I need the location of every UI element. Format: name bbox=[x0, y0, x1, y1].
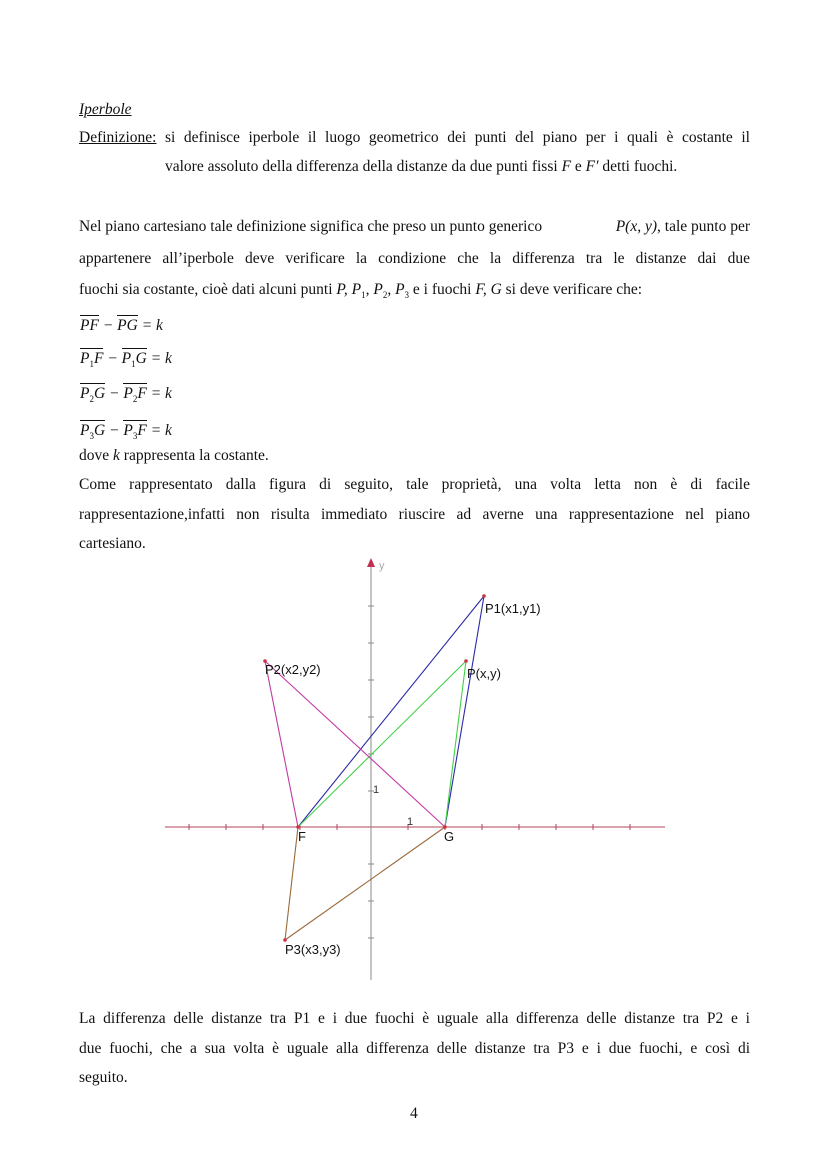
point-p1 bbox=[482, 594, 486, 598]
point-p bbox=[464, 659, 468, 663]
segment-p3-g bbox=[285, 827, 445, 940]
segment-p3-f bbox=[285, 827, 298, 940]
equation-1: PF − PG = k bbox=[80, 317, 163, 334]
segment-p-g bbox=[445, 661, 466, 827]
definition-tail: detti fuochi. bbox=[602, 158, 678, 175]
segment-p2-g bbox=[265, 661, 445, 827]
segment-p1-g bbox=[445, 596, 484, 827]
conj-e: e bbox=[574, 158, 582, 175]
focus-fprime: F′ bbox=[585, 158, 599, 175]
tick-label-x-1: 1 bbox=[407, 816, 414, 828]
para1-line-2: appartenere all’iperbole deve verificare la condizione che la differenza tra le distanze dai due bbox=[79, 250, 750, 267]
para3-line-2: due fuochi, che a sua volta è uguale alla differenza delle distanze tra P3 e i due fuochi, e così di bbox=[79, 1040, 750, 1057]
section-title: Iperbole bbox=[79, 101, 132, 118]
para2-line-3: rappresentazione,infatti non risulta immediato riuscire ad averne una rappresentazione nel piano bbox=[79, 506, 750, 523]
para2-line-2: Come rappresentato dalla figura di seguito, tale proprietà, una volta letta non è di facile bbox=[79, 476, 750, 493]
segment-p-f bbox=[298, 661, 466, 827]
label-g: G bbox=[444, 829, 455, 844]
point-p-xy: P(x, y) bbox=[615, 218, 658, 235]
para2-text-a: dove bbox=[79, 447, 110, 464]
para1-line-1 bbox=[79, 217, 750, 237]
label-p3: P3(x3,y3) bbox=[285, 942, 341, 957]
definition-line-2 bbox=[165, 157, 677, 177]
definition-text: valore assoluto della differenza della distanze da due punti fissi bbox=[165, 158, 558, 175]
para2-line-4: cartesiano. bbox=[79, 535, 146, 552]
label-p1: P1(x1,y1) bbox=[485, 601, 541, 616]
para1-text-a: Nel piano cartesiano tale definizione significa che preso un punto generico bbox=[79, 218, 543, 235]
para1-text-c: fuochi sia costante, cioè dati alcuni punti bbox=[79, 281, 333, 298]
focus-f: F bbox=[561, 158, 572, 175]
definition-line-1: si definisce iperbole il luogo geometrico dei punti del piano per i quali è costante il bbox=[165, 129, 750, 146]
segment-p1-f bbox=[298, 596, 484, 827]
foci-list: F, G bbox=[475, 281, 502, 298]
para1-text-d: e i fuochi bbox=[412, 281, 472, 298]
segment-p2-f bbox=[265, 661, 298, 827]
tick-label-y-1: 1 bbox=[373, 784, 380, 796]
para3-line-1: La differenza delle distanze tra P1 e i due fuochi è uguale alla differenza delle distanze tra P2 e i bbox=[79, 1010, 750, 1027]
hyperbola-figure bbox=[160, 555, 670, 985]
para1-line-3 bbox=[79, 280, 642, 305]
equation-4: $P_3G - P_3F = k$ bbox=[80, 422, 172, 442]
para2-text-b: rappresenta la costante. bbox=[123, 447, 269, 464]
y-axis-arrow-icon bbox=[367, 558, 375, 567]
para1-text-e: si deve verificare che: bbox=[505, 281, 643, 298]
label-p: P(x,y) bbox=[467, 666, 501, 681]
page-number: 4 bbox=[410, 1105, 418, 1122]
definition-label: Definizione: bbox=[79, 129, 157, 146]
equation-3: $P_2G - P_2F = k$ bbox=[80, 385, 172, 405]
y-axis-label: y bbox=[379, 560, 385, 572]
label-f: F bbox=[298, 829, 306, 844]
para2-line-1 bbox=[79, 446, 269, 466]
constant-k: k bbox=[113, 447, 120, 464]
equation-2: $P_1F - P_1G = k$ bbox=[80, 350, 172, 370]
para1-text-b: , tale punto per bbox=[657, 218, 750, 235]
label-p2: P2(x2,y2) bbox=[265, 662, 321, 677]
points-list: P, $P_1$, $P_2$, $P_3$ bbox=[336, 281, 410, 301]
para3-line-3: seguito. bbox=[79, 1069, 128, 1086]
